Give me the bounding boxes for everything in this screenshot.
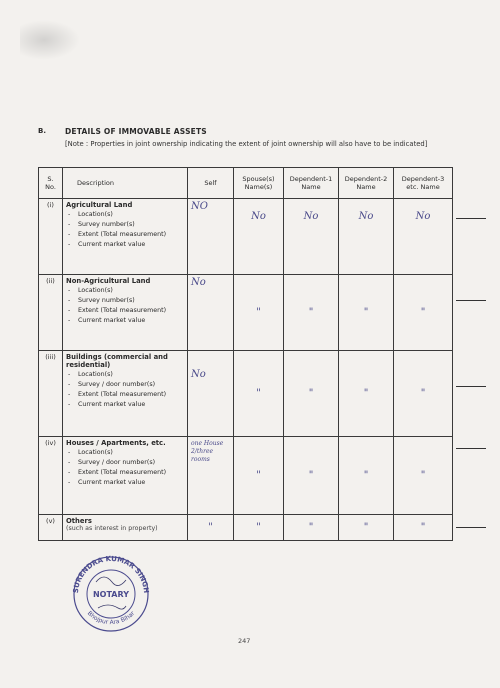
header-dependent-1: Dependent-1 Name bbox=[284, 168, 339, 199]
cell-dependent-3 bbox=[394, 515, 453, 541]
row-sno: (v) bbox=[39, 515, 63, 541]
handwritten-value: " bbox=[308, 522, 314, 533]
cell-dependent-2 bbox=[339, 437, 394, 515]
cell-dependent-3 bbox=[394, 351, 453, 437]
row-sno: (iv) bbox=[39, 437, 63, 515]
page-number: 247 bbox=[238, 637, 251, 645]
handwritten-value: one House 2/three rooms bbox=[191, 440, 224, 463]
cell-dependent-3 bbox=[394, 437, 453, 515]
row-category: Houses / Apartments, etc. bbox=[66, 439, 166, 447]
row-category: Non-Agricultural Land bbox=[66, 277, 151, 285]
row-description bbox=[63, 351, 188, 437]
handwritten-value: No bbox=[191, 277, 206, 288]
cell-self bbox=[188, 437, 234, 515]
table-row bbox=[39, 275, 453, 351]
list-item: - Survey number(s) bbox=[66, 297, 184, 305]
list-item: - Location(s) bbox=[66, 371, 184, 379]
list-item: - Location(s) bbox=[66, 449, 184, 457]
list-item: - Current market value bbox=[66, 479, 184, 487]
cell-spouse bbox=[234, 351, 284, 437]
cell-spouse bbox=[234, 275, 284, 351]
list-item: - Location(s) bbox=[66, 211, 184, 219]
list-item: - Current market value bbox=[66, 241, 184, 249]
handwritten-value: No bbox=[303, 211, 319, 222]
handwritten-value: NO bbox=[191, 201, 208, 212]
cell-dependent-3 bbox=[394, 275, 453, 351]
cell-dependent-2 bbox=[339, 199, 394, 275]
row-description bbox=[63, 275, 188, 351]
row-description bbox=[63, 515, 188, 541]
list-item: - Extent (Total measurement) bbox=[66, 231, 184, 239]
signature-scribble bbox=[98, 605, 126, 609]
scan-smudge bbox=[20, 20, 80, 60]
handwritten-value: " bbox=[363, 470, 369, 481]
cell-dependent-1 bbox=[284, 275, 339, 351]
stamp-center-text: NOTARY bbox=[92, 590, 130, 599]
handwritten-value: " bbox=[363, 522, 369, 533]
row-category: Buildings (commercial and residential) bbox=[66, 353, 168, 369]
handwritten-value: " bbox=[256, 307, 261, 318]
row-sno: (iii) bbox=[39, 351, 63, 437]
handwritten-value: " bbox=[256, 522, 261, 533]
handwritten-value: " bbox=[208, 522, 213, 533]
cell-self bbox=[188, 515, 234, 541]
cell-self bbox=[188, 351, 234, 437]
cell-spouse bbox=[234, 515, 284, 541]
handwritten-value: " bbox=[308, 388, 314, 399]
table-row bbox=[39, 199, 453, 275]
margin-dash bbox=[456, 300, 486, 301]
list-item: - Survey / door number(s) bbox=[66, 459, 184, 467]
cell-dependent-2 bbox=[339, 275, 394, 351]
header-spouse: Spouse(s) Name(s) bbox=[234, 168, 284, 199]
table-row bbox=[39, 437, 453, 515]
row-sno: (i) bbox=[39, 199, 63, 275]
table-row bbox=[39, 351, 453, 437]
list-item: - Current market value bbox=[66, 401, 184, 409]
signature-scribble bbox=[96, 577, 126, 586]
cell-dependent-1 bbox=[284, 351, 339, 437]
row-category: Agricultural Land bbox=[66, 201, 133, 209]
cell-dependent-1 bbox=[284, 199, 339, 275]
margin-dash bbox=[456, 527, 486, 528]
section-note: [Note : Properties in joint ownership indicating the extent of joint ownership will also have to be indicated] bbox=[65, 140, 428, 148]
cell-self bbox=[188, 275, 234, 351]
handwritten-value: " bbox=[256, 470, 261, 481]
margin-dash bbox=[456, 386, 486, 387]
cell-spouse bbox=[234, 199, 284, 275]
list-item: - Current market value bbox=[66, 317, 184, 325]
immovable-assets-table bbox=[38, 167, 453, 541]
table-header-row bbox=[39, 168, 453, 199]
handwritten-value: " bbox=[308, 470, 314, 481]
notary-stamp bbox=[66, 552, 156, 632]
handwritten-value: " bbox=[420, 522, 426, 533]
cell-dependent-2 bbox=[339, 351, 394, 437]
list-item: - Survey / door number(s) bbox=[66, 381, 184, 389]
handwritten-value: " bbox=[363, 388, 369, 399]
row-sno: (ii) bbox=[39, 275, 63, 351]
cell-spouse bbox=[234, 437, 284, 515]
row-category: Others bbox=[66, 517, 92, 525]
stamp-bottom-text: Bhojpur Ara Bihar bbox=[85, 609, 137, 627]
section-letter: B. bbox=[38, 127, 46, 135]
margin-dash bbox=[456, 448, 486, 449]
row-subtext: (such as interest in property) bbox=[66, 525, 158, 532]
list-item: - Extent (Total measurement) bbox=[66, 469, 184, 477]
header-sno: S. No. bbox=[39, 168, 63, 199]
header-description: Description bbox=[63, 168, 188, 199]
cell-dependent-1 bbox=[284, 515, 339, 541]
handwritten-value: No bbox=[251, 211, 266, 222]
row-description bbox=[63, 199, 188, 275]
header-dependent-3: Dependent-3 etc. Name bbox=[394, 168, 453, 199]
list-item: - Location(s) bbox=[66, 287, 184, 295]
handwritten-value: " bbox=[256, 388, 261, 399]
cell-dependent-1 bbox=[284, 437, 339, 515]
cell-dependent-2 bbox=[339, 515, 394, 541]
handwritten-value: " bbox=[308, 307, 314, 318]
header-dependent-2: Dependent-2 Name bbox=[339, 168, 394, 199]
cell-self bbox=[188, 199, 234, 275]
table-row bbox=[39, 515, 453, 541]
handwritten-value: " bbox=[420, 470, 426, 481]
handwritten-value: No bbox=[415, 211, 431, 222]
handwritten-value: " bbox=[420, 307, 426, 318]
margin-dash bbox=[456, 218, 486, 219]
handwritten-value: No bbox=[358, 211, 374, 222]
section-title: DETAILS OF IMMOVABLE ASSETS bbox=[65, 127, 207, 136]
list-item: - Survey number(s) bbox=[66, 221, 184, 229]
row-description bbox=[63, 437, 188, 515]
stamp-ring-text: SURENDRA KUMAR SINGH bbox=[71, 554, 151, 594]
list-item: - Extent (Total measurement) bbox=[66, 391, 184, 399]
svg-text:SURENDRA KUMAR SINGH bbox=[72, 555, 150, 594]
handwritten-value: No bbox=[191, 369, 206, 380]
list-item: - Extent (Total measurement) bbox=[66, 307, 184, 315]
cell-dependent-3 bbox=[394, 199, 453, 275]
handwritten-value: " bbox=[420, 388, 426, 399]
header-self: Self bbox=[188, 168, 234, 199]
handwritten-value: " bbox=[363, 307, 369, 318]
